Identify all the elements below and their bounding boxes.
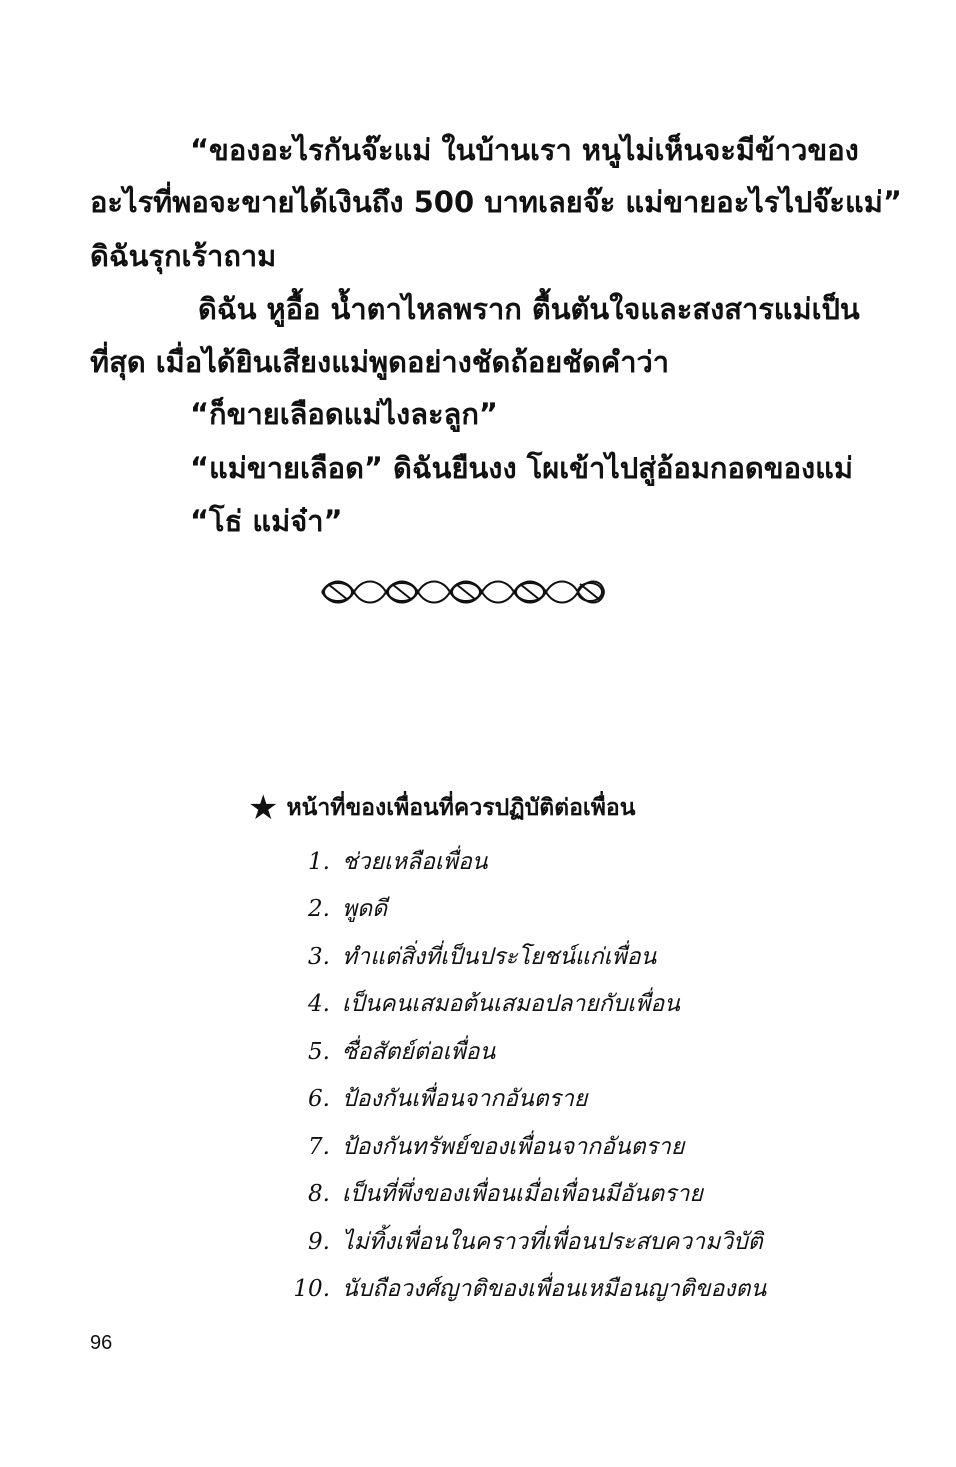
list-item-text: เป็นที่พึ่งของเพื่อนเมื่อเพื่อนมีอันตราย <box>342 1181 703 1208</box>
list-item-text: ป้องกันทรัพย์ของเพื่อนจากอันตราย <box>342 1133 685 1160</box>
black-star-icon: ★ <box>248 788 279 828</box>
list-item <box>280 1028 840 1076</box>
list-item <box>280 1218 840 1266</box>
celtic-knot-divider-icon <box>318 574 608 610</box>
list-item <box>280 933 840 981</box>
list-item-text: เป็นคนเสมอต้นเสมอปลายกับเพื่อน <box>342 991 680 1018</box>
list-item-text: พูดดี <box>342 896 388 923</box>
list-item-text: ซื่อสัตย์ต่อเพื่อน <box>342 1038 496 1065</box>
story-line-8: “โธ่ แม่จ๋า” <box>190 504 343 538</box>
duties-heading <box>248 790 635 826</box>
list-item-number: 2. <box>308 896 330 923</box>
list-item-number: 6. <box>308 1086 330 1113</box>
story-line-5: ที่สุด เมื่อได้ยินเสียงแม่พูดอย่างชัดถ้อยชัดคำว่า <box>90 345 670 379</box>
list-item <box>280 981 840 1029</box>
story-line-4: ดิฉัน หูอื้อ น้ำตาไหลพราก ตื้นตันใจและสงสารแม่เป็น <box>198 292 860 326</box>
list-item-text: ป้องกันเพื่อนจากอันตราย <box>342 1086 588 1113</box>
list-item-text: ไม่ทิ้งเพื่อนในคราวที่เพื่อนประสบความวิบัติ <box>342 1228 763 1255</box>
duties-heading-text: หน้าที่ของเพื่อนที่ควรปฏิบัติต่อเพื่อน <box>286 794 636 821</box>
list-item-number: 8. <box>308 1181 330 1208</box>
list-item <box>280 1266 840 1314</box>
list-item <box>280 1171 840 1219</box>
list-item <box>280 838 840 886</box>
story-line-6: “ก็ขายเลือดแม่ไงละลูก” <box>190 397 498 431</box>
list-item-text: นับถือวงศ์ญาติของเพื่อนเหมือนญาติของตน <box>342 1276 767 1303</box>
story-line-7: “แม่ขายเลือด” ดิฉันยืนงง โผเข้าไปสู่อ้อมกอดของแม่ <box>190 451 853 485</box>
list-item-number: 4. <box>308 991 330 1018</box>
list-item-number: 3. <box>308 943 330 970</box>
list-item-number: 9. <box>308 1228 330 1255</box>
list-item-text: ทำแต่สิ่งที่เป็นประโยชน์แก่เพื่อน <box>342 943 657 970</box>
list-item <box>280 1123 840 1171</box>
list-item <box>280 1076 840 1124</box>
page-number: 96 <box>90 1332 113 1354</box>
list-item <box>280 886 840 934</box>
list-item-number: 5. <box>308 1038 330 1065</box>
list-item-number: 7. <box>308 1133 330 1160</box>
story-line-2: อะไรที่พอจะขายได้เงินถึง 500 บาทเลยจ๊ะ แม่ขายอะไรไปจ๊ะแม่” <box>90 185 902 219</box>
list-item-number: 1. <box>308 848 330 875</box>
story-line-1: “ของอะไรกันจ๊ะแม่ ในบ้านเรา หนูไม่เห็นจะมีข้าวของ <box>190 133 859 167</box>
list-item-text: ช่วยเหลือเพื่อน <box>342 848 488 875</box>
story-line-3: ดิฉันรุกเร้าถาม <box>90 239 277 273</box>
list-item-number: 10. <box>293 1276 330 1303</box>
duties-list <box>280 838 840 1313</box>
